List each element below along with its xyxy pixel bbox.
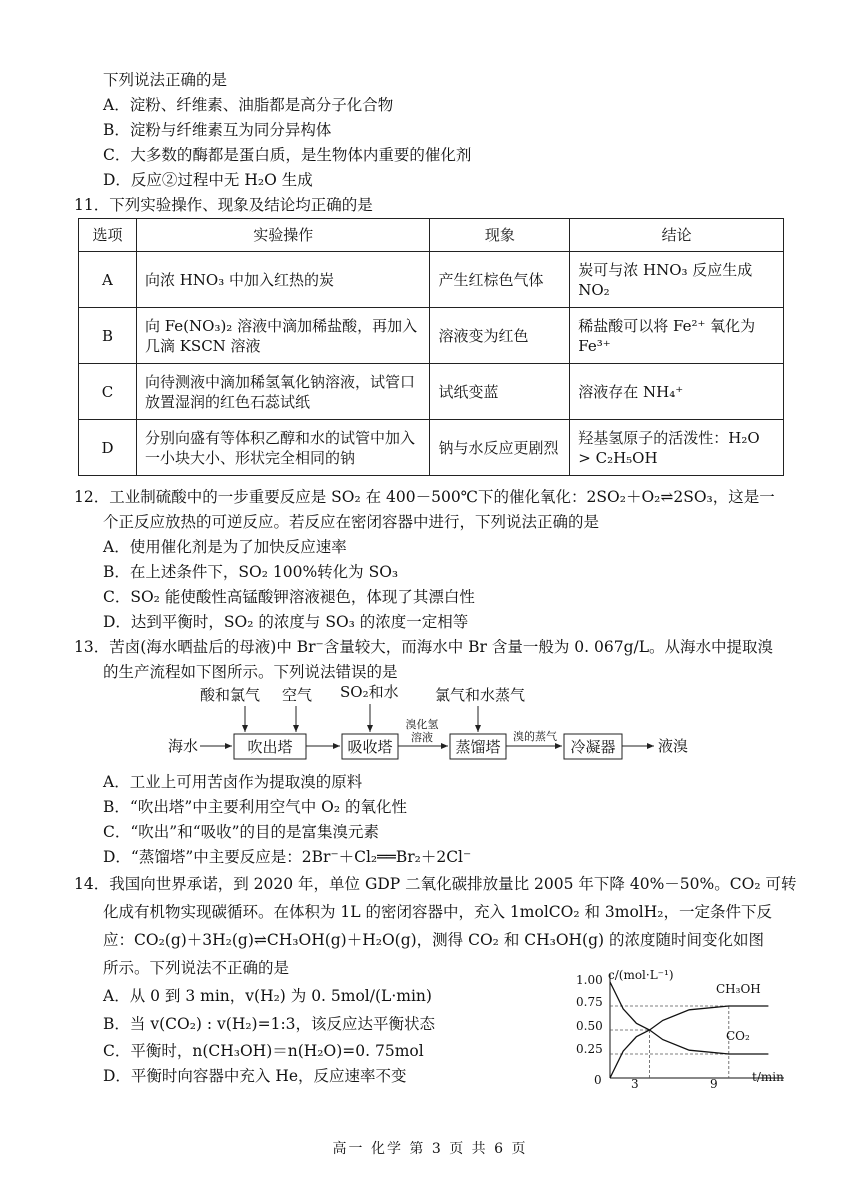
q10-option-a: A．淀粉、纤维素、油脂都是高分子化合物 [103,96,394,114]
q11-table [78,218,784,476]
chart-ytick: 0.75 [576,995,603,1009]
q13-option-a: A．工业上可用苦卤作为提取溴的原料 [103,773,363,791]
table-cell: 羟基氢原子的活泼性：H₂O > C₂H₅OH [570,420,784,476]
table-cell: 稀盐酸可以将 Fe²⁺ 氧化为 Fe³⁺ [570,308,784,364]
table-cell: 溶液存在 NH₄⁺ [570,364,784,420]
table-header: 结论 [570,219,784,252]
flow-arrow-label-hbr-1: 溴化氢 [405,718,439,731]
q10-option-c: C．大多数的酶都是蛋白质，是生物体内重要的催化剂 [103,146,472,164]
chart-ytick: 1.00 [576,973,603,987]
table-cell: 炭可与浓 HNO₃ 反应生成 NO₂ [570,252,784,308]
q13-option-d: D．“蒸馏塔”中主要反应是：2Br⁻＋Cl₂══Br₂＋2Cl⁻ [103,848,472,866]
q14-option-c: C．平衡时，n(CH₃OH)＝n(H₂O)=0. 75mol [103,1042,424,1060]
flow-arrow-label-hbr-2: 溶液 [411,731,433,744]
q12-line-1: 12．工业制硫酸中的一步重要反应是 SO₂ 在 400－500℃下的催化氧化：2SO₂＋O₂⇌2SO₃，这是一 [74,488,775,506]
q14-line-3: 应：CO₂(g)＋3H₂(g)⇌CH₃OH(g)＋H₂O(g)，测得 CO₂ 和 CH₃OH(g) 的浓度随时间变化如图 [103,931,764,949]
chart-ylabel: c/(mol·L⁻¹) [608,968,674,982]
series-label-co2: CO₂ [726,1029,750,1043]
flow-box-label: 蒸馏塔 [455,738,501,756]
table-row [79,420,784,476]
table-cell: 试纸变蓝 [430,364,570,420]
q12-option-b: B．在上述条件下，SO₂ 100%转化为 SO₃ [103,563,399,581]
table-header-row [79,219,784,252]
flow-input-acid-chlorine: 酸和氯气 [200,686,261,704]
chart-ytick: 0 [594,1073,602,1087]
table-cell: 向 Fe(NO₃)₂ 溶液中滴加稀盐酸，再加入几滴 KSCN 溶液 [136,308,430,364]
page-footer: 高一 化学 第 3 页 共 6 页 [332,1141,528,1157]
series-label-ch3oh: CH₃OH [716,982,761,996]
q13-line-1: 13．苦卤(海水晒盐后的母液)中 Br⁻含量较大，而海水中 Br 含量一般为 0. 067g/L。从海水中提取溴 [74,638,774,656]
q12-option-c: C．SO₂ 能使酸性高锰酸钾溶液褪色，体现了其漂白性 [103,588,475,606]
table-row [79,364,784,420]
chart-xtick: 9 [710,1077,718,1091]
table-header: 实验操作 [136,219,430,252]
q10-option-b: B．淀粉与纤维素互为同分异构体 [103,121,332,139]
bromine-flow-diagram [160,684,720,774]
q13-option-b: B．“吹出塔”中主要利用空气中 O₂ 的氧化性 [103,798,408,816]
chart-xtick: 3 [631,1077,639,1091]
table-row [79,252,784,308]
q14-line-1: 14．我国向世界承诺，到 2020 年，单位 GDP 二氧化碳排放量比 2005 年下降 40%－50%。CO₂ 可转 [74,875,797,893]
flow-input-chlorine-steam: 氯气和水蒸气 [435,686,526,704]
q13-line-2: 的生产流程如下图所示。下列说法错误的是 [103,663,398,681]
flow-input-air: 空气 [282,686,313,704]
table-cell: 向浓 HNO₃ 中加入红热的炭 [136,252,430,308]
q12-option-a: A．使用催化剂是为了加快反应速率 [103,538,347,556]
q14-line-4: 所示。下列说法不正确的是 [103,959,290,977]
flow-arrow-label-vapor: 溴的蒸气 [513,730,557,743]
q10-stem: 下列说法正确的是 [103,71,228,89]
q14-option-d: D．平衡时向容器中充入 He，反应速率不变 [103,1067,407,1085]
table-cell: 分别向盛有等体积乙醇和水的试管中加入一小块大小、形状完全相同的钠 [136,420,430,476]
q14-option-a: A．从 0 到 3 min，v(H₂) 为 0. 5mol/(L·min) [103,987,432,1005]
concentration-time-chart [574,968,794,1093]
flow-start-seawater: 海水 [168,737,199,755]
table-cell: 溶液变为红色 [430,308,570,364]
chart-ytick: 0.50 [576,1019,603,1033]
flow-box-label: 吸收塔 [347,738,393,756]
q14-option-b: B．当 v(CO₂) : v(H₂)=1:3，该反应达平衡状态 [103,1015,436,1033]
q14-line-2: 化成有机物实现碳循环。在体积为 1L 的密闭容器中，充入 1molCO₂ 和 3molH₂，一定条件下反 [103,903,772,921]
flow-box-label: 吹出塔 [247,738,293,756]
q12-option-d: D．达到平衡时，SO₂ 的浓度与 SO₃ 的浓度一定相等 [103,613,469,631]
q12-line-2: 个正反应放热的可逆反应。若反应在密闭容器中进行，下列说法正确的是 [103,513,600,531]
q11-stem: 11．下列实验操作、现象及结论均正确的是 [74,196,373,214]
table-row [79,308,784,364]
table-cell: 向待测液中滴加稀氢氧化钠溶液，试管口放置湿润的红色石蕊试纸 [136,364,430,420]
flow-box-label: 冷凝器 [570,738,616,756]
table-cell: B [79,308,137,364]
table-cell: 产生红棕色气体 [430,252,570,308]
flow-input-so2-water: SO₂和水 [340,684,399,701]
table-cell: C [79,364,137,420]
table-cell: A [79,252,137,308]
table-cell: D [79,420,137,476]
flow-end-liquid-bromine: 液溴 [658,737,689,755]
chart-xlabel: t/min [752,1070,784,1084]
table-header: 现象 [430,219,570,252]
q13-option-c: C．“吹出”和“吸收”的目的是富集溴元素 [103,823,380,841]
q10-option-d: D．反应②过程中无 H₂O 生成 [103,171,313,189]
chart-ytick: 0.25 [576,1042,603,1056]
table-header: 选项 [79,219,137,252]
table-cell: 钠与水反应更剧烈 [430,420,570,476]
